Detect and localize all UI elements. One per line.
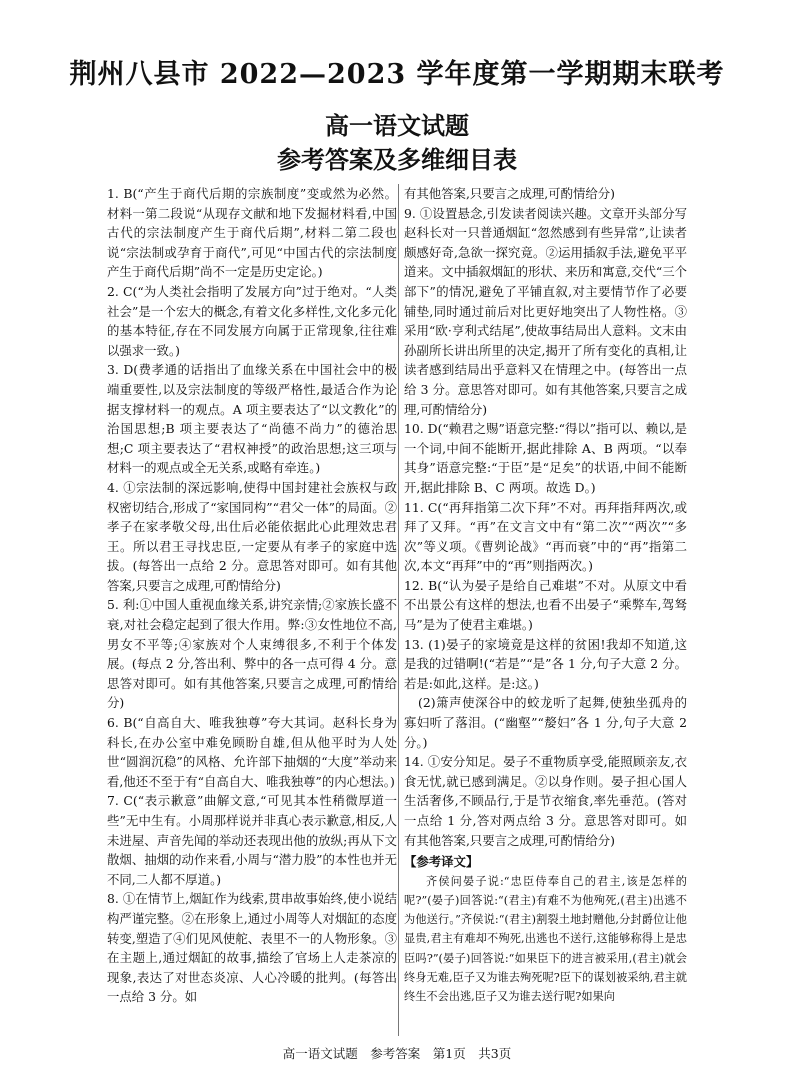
answer-item: 10. D(“赖君之赐”语意完整:“得以”指可以、赖以,是一个词,中间不能断开,据此排除 A、B 两项。“以奉其身”语意完整:“于臣”是“足矣”的状语,中间不能断开,据此排除 B、C 两项。故选 D。) — [404, 421, 687, 495]
page-subtitle: 高一语文试题 — [325, 112, 469, 140]
page-footer: 高一语文试题 参考答案 第1页 共3页 — [282, 1046, 512, 1061]
answer-item: 有其他答案,只要言之成理,可酌情给分) — [404, 186, 615, 201]
answer-item: 1. B(“产生于商代后期的宗族制度”变或然为必然。材料一第二段说“从现存文献和地下发掘材料看,中国古代的宗法制度产生于商代后期”,材料二第二段也说“宗法制或孕育于商代”,可见“中国古代的宗法制度产生于商代后期”尚不一定是历史定论。) — [107, 186, 397, 280]
translation-heading: 【参考译文】 — [404, 854, 479, 870]
answer-item: 11. C(“再拜指第二次下拜”不对。再拜指拜两次,或拜了又拜。“再”在文言文中有“第二次”“两次”“多次”等义项。《曹刿论战》“再而衰”中的“再”指第二次,本文“再拜”中的“再”则指两次。) — [404, 499, 687, 574]
left-column — [107, 184, 397, 1034]
right-column — [404, 184, 687, 1034]
answer-item: 4. ①宗法制的深远影响,使得中国封建社会族权与政权密切结合,形成了“家国同构”“君父一体”的局面。②孝子在家孝敬父母,出仕后必能依据此心此理效忠君王。所以君王寻找忠臣,一定要从有孝子的家庭中选拔。(每答出一点给 2 分。意思答对即可。如有其他答案,只要言之成理,可酌情给分) — [107, 479, 397, 593]
answer-item: 8. ①在情节上,烟缸作为线索,贯串故事始终,使小说结构严谨完整。②在形象上,通过小周等人对烟缸的态度转变,塑造了④们见风使舵、表里不一的人物形象。③在主题上,通过烟缸的故事,描绘了官场上人走茶凉的现象,表达了对世态炎凉、人心冷暖的批判。(每答出一点给 3 分。如 — [107, 891, 397, 1005]
page-subtitle-2: 参考答案及多维细目表 — [277, 146, 517, 174]
page-title: 荆州八县市 2022—2023 学年度第一学期期末联考 — [69, 59, 725, 90]
answer-item: 9. ①设置悬念,引发读者阅读兴趣。文章开头部分写赵科长对一只普通烟缸“忽然感到有些异常”,让读者颇感好奇,急欲一探究竟。②运用插叙手法,避免平平道来。文中插叙烟缸的形状、来历和寓意,交代“三个部下”的情况,避免了平铺直叙,对主要情节作了必要铺垫,同时通过前后对比更好地突出了人物性格。③采用“欧·亨利式结尾”,使故事结局出人意料。文末由孙副所长讲出所里的决定,揭开了所有变化的真相,让读者感到结局出乎意料又在情理之中。(每答出一点给 3 分。意思答对即可。如有其他答案,只要言之成理,可酌情给分) — [404, 205, 687, 417]
answer-item: 14. ①安分知足。晏子不重物质享受,能照顾亲友,衣食无忧,就已感到满足。②以身作则。晏子担心国人生活奢侈,不顾品行,于是节衣缩食,率先垂范。(答对一点给 1 分,答对两点给 3 分。意思答对即可。如有其他答案,只要言之成理,可酌情给分) — [404, 754, 687, 848]
answer-item: 5. 利:①中国人重视血缘关系,讲究亲情;②家族长盛不衰,对社会稳定起到了很大作用。弊:③女性地位不高,男女不平等;④家族对个人束缚很多,不利于个体发展。(每点 2 分,答出利、弊中的各一点可得 4 分。意思答对即可。如有其他答案,只要言之成理,可酌情给分) — [107, 597, 397, 711]
column-divider — [398, 184, 399, 1036]
answer-item: 12. B(“认为晏子是给自己难堪”不对。从原文中看不出景公有这样的想法,也看不出晏子“乘弊车,驾驽马”是为了使君主难堪。) — [404, 577, 687, 633]
answer-item: 2. C(“为人类社会指明了发展方向”过于绝对。“人类社会”是一个宏大的概念,有着文化多样性,文化多元化的基本特征,存在不同发展方向属于正常现象,往往难以强求一致。) — [107, 283, 397, 358]
answer-item: 3. D(费孝通的话指出了血缘关系在中国社会中的极端重要性,以及宗法制度的等级严格性,最适合作为论据支撑材料一的观点。A 项主要表达了“以文教化”的治国思想;B 项主要表达了“尚德不尚力”的德治思想;C 项主要表达了“君权神授”的政治思想;这三项与材料一的观点或全无关系,或略有牵连。) — [107, 362, 397, 476]
answer-item: 6. B(“自高自大、唯我独尊”夸大其词。赵科长身为科长,在办公室中难免顾盼自雄,但从他平时为人处世“圆润沉稳”的风格、允许部下抽烟的“大度”举动来看,他还不至于有“自高自大、唯我独尊”的内心想法。) — [107, 715, 397, 789]
answer-item: 13. (1)晏子的家境竟是这样的贫困!我却不知道,这是我的过错啊!(“若是”“是”各 1 分,句子大意 2 分。若是:如此,这样。是:这。) — [404, 636, 687, 691]
answer-item: (2)箫声使深谷中的蛟龙听了起舞,使独坐孤舟的寡妇听了落泪。(“幽壑”“嫠妇”各 1 分,句子大意 2 分。) — [404, 695, 687, 750]
answer-item: 7. C(“表示歉意”曲解文意,“可见其本性稍微厚道一些”无中生有。小周那样说并非真心表示歉意,相反,人未进屋、声音先闻的举动还表现出他的放纵;再从下文散烟、抽烟的动作来看,小周与“潜力股”的本性也并无不同,二人都不厚道。) — [107, 793, 397, 887]
translation-text: 齐侯问晏子说:“忠臣侍奉自己的君主,该是怎样的呢?”(晏子)回答说:“(君主)有难不为他殉死,(君主)出逃不为他送行。”齐侯说:“(君主)割裂土地封赠他,分封爵位让他显贵,君主有难却不殉死,出逃也不送行,这能够称得上是忠臣吗?”(晏子)回答说:“如果臣下的进言被采用,(君主)就会终身无难,臣子又为谁去殉死呢?臣下的谋划被采纳,君主就终生不会出逃,臣子又为谁去送行呢?如果向 — [404, 874, 687, 1003]
